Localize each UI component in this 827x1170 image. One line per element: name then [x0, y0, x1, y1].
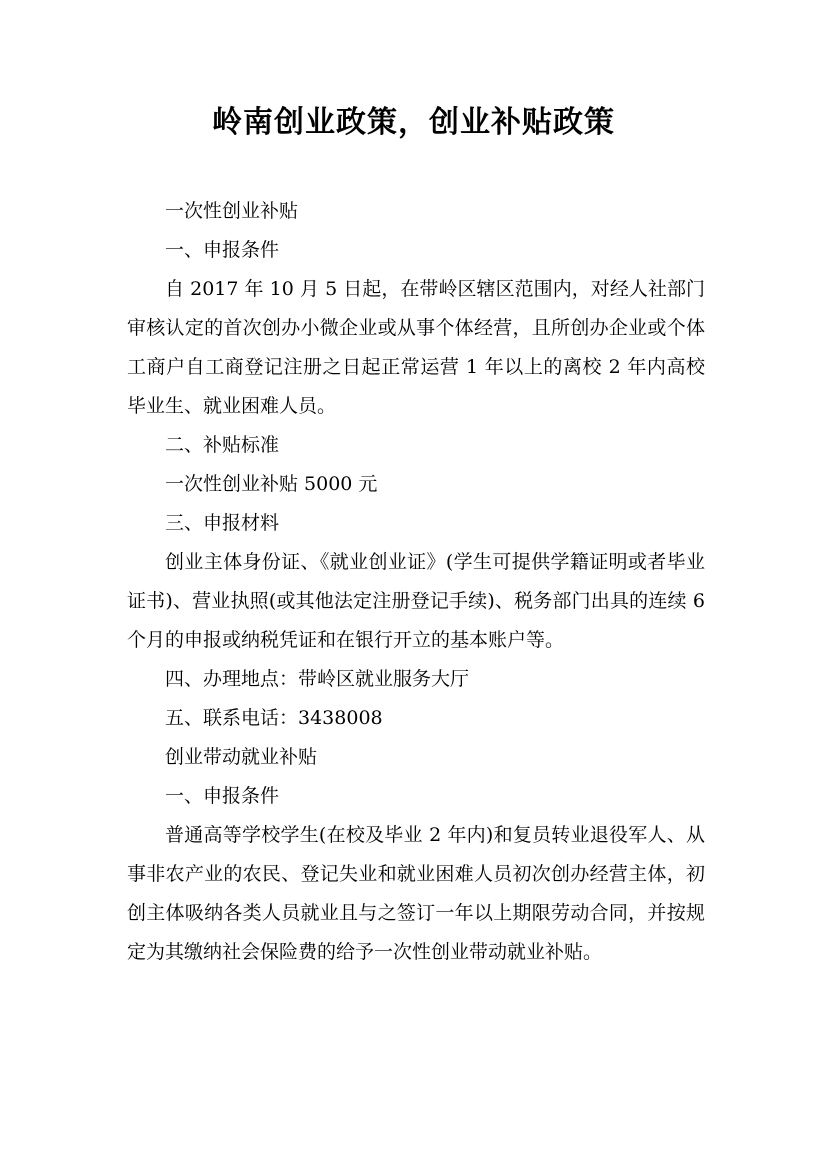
subheading-application-materials: 三、申报材料	[165, 512, 280, 534]
subheading-subsidy-standard: 二、补贴标准	[165, 434, 280, 456]
section-heading-one-time-subsidy: 一次性创业补贴	[165, 200, 299, 222]
document-title: 岭南创业政策，创业补贴政策	[212, 105, 615, 140]
paragraph-employment-conditions-text: 普通高等学校学生(在校及毕业 2 年内)和复员转业退役军人、从事非农产业的农民、登记失业和就业困难人员初次创办经营主体，初创主体吸纳各类人员就业且与之签订一年以上期限劳动合同，并按规定为其缴纳社会保险费的给予一次性创业带动就业补贴。	[127, 824, 705, 963]
paragraph-materials-text: 创业主体身份证、《就业创业证》(学生可提供学籍证明或者毕业证书)、营业执照(或其他法定注册登记手续)、税务部门出具的连续 6 个月的申报或纳税凭证和在银行开立的基本账户等。	[127, 551, 705, 651]
paragraph-conditions-text: 自 2017 年 10 月 5 日起，在带岭区辖区范围内，对经人社部门审核认定的首次创办小微企业或从事个体经营，且所创办企业或个体工商户自工商登记注册之日起正常运营 1 年以上的离校 2 年内高校毕业生、就业困难人员。	[127, 278, 705, 417]
section-heading-employment-subsidy: 创业带动就业补贴	[165, 746, 318, 768]
paragraph-office-location: 四、办理地点：带岭区就业服务大厅	[165, 668, 470, 690]
paragraph-subsidy-amount: 一次性创业补贴 5000 元	[165, 473, 378, 495]
subheading-application-conditions-2: 一、申报条件	[165, 785, 280, 807]
subheading-application-conditions: 一、申报条件	[165, 239, 280, 261]
document-body	[127, 192, 705, 972]
paragraph-contact-phone: 五、联系电话：3438008	[165, 707, 383, 729]
